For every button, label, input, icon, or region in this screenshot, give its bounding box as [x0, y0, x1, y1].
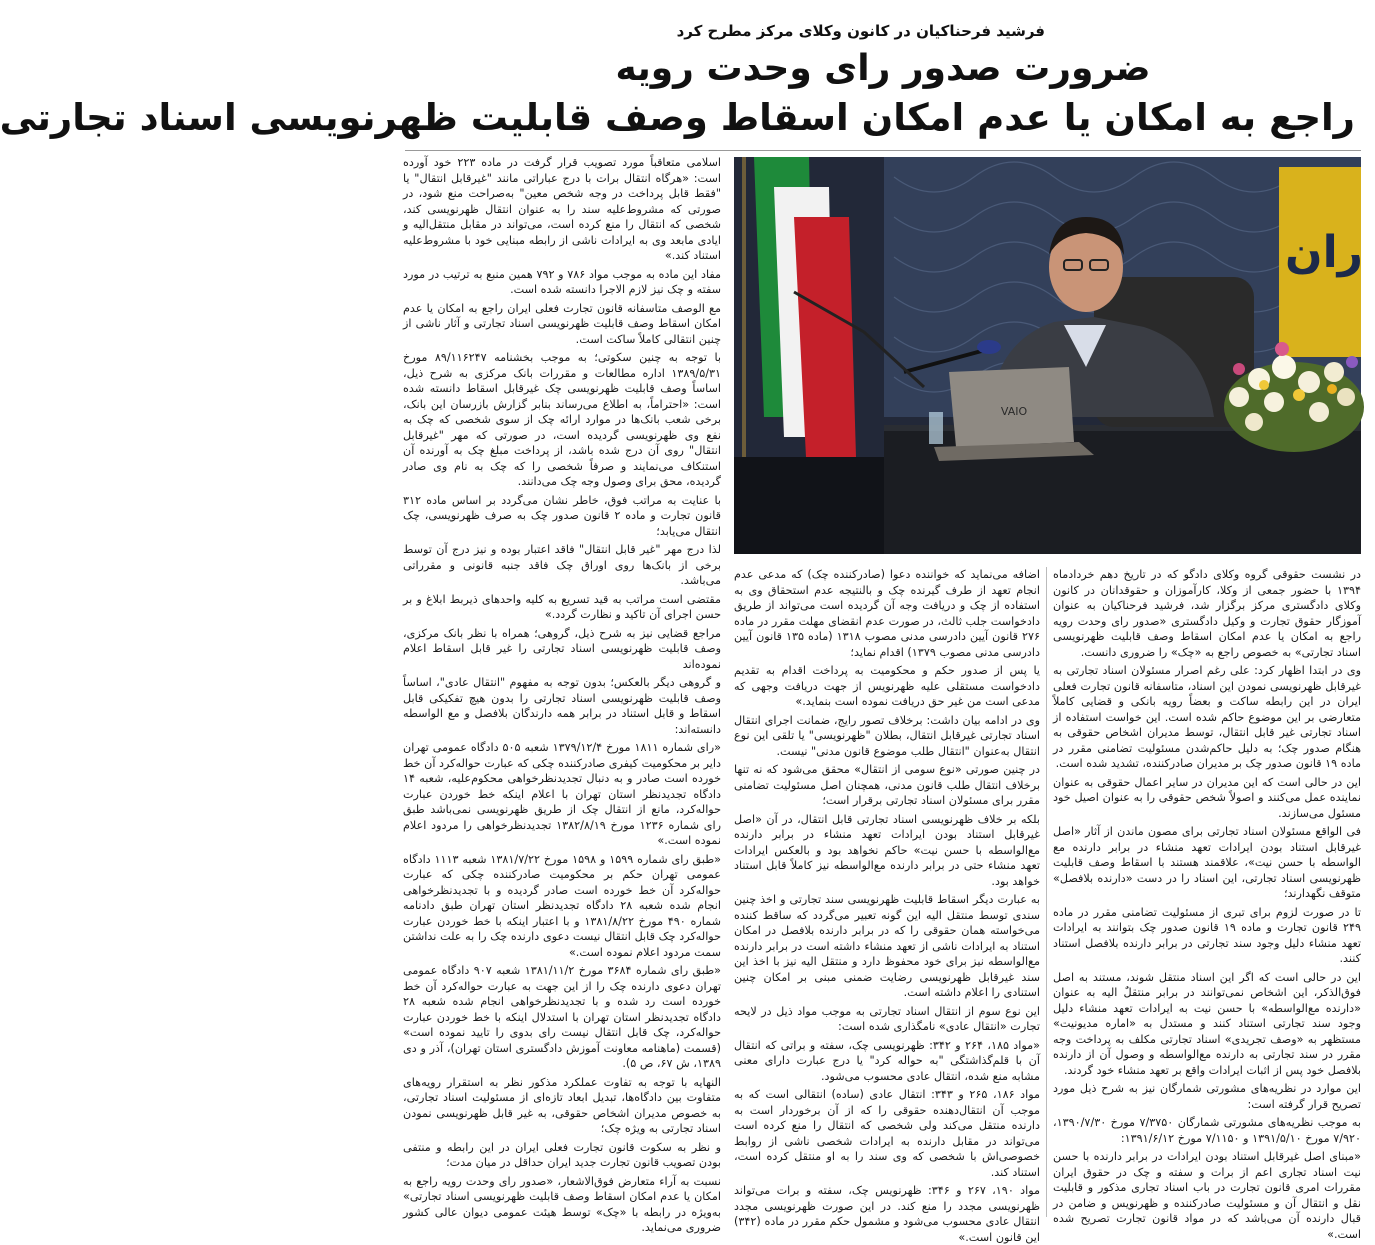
article-column-right	[1053, 567, 1361, 1241]
paragraph: «رای شماره ۱۸۱۱ مورخ ۱۳۷۹/۱۲/۴ شعبه ۵۰۵ دادگاه عمومی تهران دایر بر محکومیت کیفری صادرکننده چکی که عبارت حواله‌کرد آن خط خورده است صادر و به دنبال تجدیدنظرخواهی محکوم‌علیه، شعبه ۱۴ دادگاه تجدیدنظر استان تهران با اعلام اینکه خط خوردن عبارت حواله‌کرد، مانع از انتقال چک از طریق ظهرنویسی نمی‌باشد طبق رای شماره ۱۲۳۶ مورخ ۱۳۸۲/۸/۱۹ تجدیدنظرخواهی را مردود اعلام نموده است.»	[403, 741, 721, 847]
paragraph: فی الواقع مسئولان اسناد تجارتی برای مصون ماندن از آثار «اصل غیرقابل استناد بودن ایرادات تعهد منشاء در برابر دارنده مع الواسطه با حسن نیت»، علاقمند هستند با اسقاط وصف قابلیت ظهرنویسی اسناد تجارتی، این اسناد را در دست «دارنده بلافصل» متوقف نگهدارند؛	[1053, 825, 1361, 900]
paragraph: این نوع سوم از انتقال اسناد تجارتی به موجب مواد ذیل در لایحه تجارت «انتقال عادی» نامگذاری شده است:	[734, 1004, 1040, 1033]
paragraph: مواد ۱۸۶، ۲۶۵ و ۳۴۳: انتقال عادی (ساده) انتقالی است که به موجب آن انتقال‌دهنده حقوقی را که از آن برخوردار است به دارنده منتقل می‌کند ولی شخصی که انتقال را منع کرده است می‌تواند در مقابل دارنده به ایرادات شخصی ناشی از روابط خصوصی‌اش با شخصی که وی سند را به او منتقل کرده است، استناد کند.	[734, 1088, 1041, 1179]
paragraph: با عنایت به مراتب فوق، خاطر نشان می‌گردد بر اساس ماده ۳۱۲ قانون تجارت و ماده ۲ قانون صدور چک به صرف ظهرنویسی، چک انتقال می‌یابد؛	[403, 493, 721, 538]
paragraph: مواد ۱۹۰، ۲۶۷ و ۳۴۶: ظهرنویس چک، سفته و برات می‌تواند ظهرنویسی مجدد را منع کند. در این صورت ظهرنویسی مجدد انتقال عادی محسوب می‌شود و مشمول حکم مقرر در ماده (۳۴۲) این قانون است.»	[734, 1184, 1041, 1244]
article-column-left	[403, 155, 722, 1234]
paragraph: این در حالی است که این مدیران در سایر اعمال حقوقی به عنوان نماینده عمل می‌کنند و اصولاً شخص حقوقی را به عنوان اصیل خود مسئول می‌سازند.	[1053, 775, 1361, 820]
article-column-middle	[734, 567, 1041, 1244]
paragraph: «مبنای اصل غیرقابل استناد بودن ایرادات در برابر دارنده با حسن نیت اسناد تجاری اعم از برات و سفته و چک در حقوق ایران مقررات امری قانون تجارت در باب اسناد تجاری مذکور و قابلیت نقل و انتقال آن و مسئولیت صادرکننده و ظهرنویس و ضامن در قبال دارنده آن می‌باشد که در مواد قانون تجارت تصریح شده است.»	[1053, 1150, 1361, 1241]
paragraph: «طبق رای شماره ۱۵۹۹ و ۱۵۹۸ مورخ ۱۳۸۱/۷/۲۲ شعبه ۱۱۱۳ دادگاه عمومی تهران حکم بر محکومیت صادرکننده چکی که عبارت حواله‌کرد آن خط خورده است صادر گردیده و با تجدیدنظرخواهی انجام شده شعبه ۲۸ دادگاه تجدیدنظر استان تهران طبق دادنامه شماره ۴۹۰ مورخ ۱۳۸۱/۸/۲۲ و با اعتبار اینکه با خط خوردن عبارت حواله‌کرد چک قابل انتقال نیست دعوی دارنده چک را به علت نداشتن سمت مردود اعلام نموده است.»	[403, 852, 722, 959]
paragraph: و نظر به سکوت قانون تجارت فعلی ایران در این رابطه و منتفی بودن تصویب قانون تجارت جدید ایران حداقل در میان مدت؛	[403, 1140, 721, 1169]
paragraph: مقتضی است مراتب به قید تسریع به کلیه واحدهای ذیربط ابلاغ و بر حسن اجرای آن تاکید و نظارت گردد.»	[403, 592, 721, 621]
paragraph: وی در ابتدا اظهار کرد: علی رغم اصرار مسئولان اسناد تجارتی به غیرقابل ظهرنویسی نمودن این اسناد، متاسفانه قانون تجارت فعلی ایران در این رابطه ساکت و بعضاً رویه بانکی و قضایی کاملاً متعارضی بر این موضوع حاکم شده است. این خواست استفاده از اسناد تجارتی غیر قابل انتقال، توسط مدیران اشخاص حقوقی به هنگام صدور چک؛ به دلیل حاکم‌شدن مسئولیت تضامنی مقرر در ماده ۱۹ قانون صدور چک بر مدیران صادرکننده، تشدید شده است.	[1053, 664, 1361, 770]
banner-text: ران	[1285, 227, 1363, 278]
paragraph: اضافه می‌نماید که خواننده دعوا (صادرکننده چک) که مدعی عدم انجام تعهد از طرف گیرنده چک و بالنتیجه عدم استحقاق وی به استفاده از چک و دریافت وجه آن گردیده است می‌تواند از طریق دادخواست جلب ثالث، در صورت عدم انقضای مهلت مقرر در ماده ۲۷۶ قانون آیین دادرسی مدنی مصوب ۱۳۱۸ (ماده ۱۳۵ قانون آیین دادرسی مدنی مصوب ۱۳۷۹) اقدام نماید؛	[734, 568, 1040, 659]
paragraph: این موارد در نظریه‌های مشورتی شمارگان نیز به شرح ذیل مورد تصریح قرار گرفته است:	[1053, 1082, 1361, 1111]
paragraph: النهایه با توجه به تفاوت عملکرد مذکور نظر به استقرار رویه‌های متفاوت بین دادگاه‌ها، تبدیل ابعاد تازه‌ای از مسئولیت اسناد تجارتی، به خصوص مدیران اشخاص حقوقی، به غیر قابل ظهرنویسی نمودن اسناد تجارتی به ویژه چک؛	[403, 1075, 721, 1135]
paragraph: «طبق رای شماره ۳۶۸۴ مورخ ۱۳۸۱/۱۱/۲ شعبه ۹۰۷ دادگاه عمومی تهران دعوی دارنده چک را از این جهت به عبارت حواله‌کرد آن خط خورده است رد شده و با تجدیدنظرخواهی انجام شده شعبه ۲۸ دادگاه تجدیدنظر استان تهران با استدلال اینکه با خط خوردن عبارت حواله‌کرد، چک قابل انتقال نیست رای بدوی را تایید نموده است» (قسمت (ماهنامه معاونت آموزش دادگستری استان تهران)، آذر و دی ۱۳۸۹، ش ۶۷، ص ۵).	[403, 964, 721, 1070]
paragraph: به عبارت دیگر اسقاط قابلیت ظهرنویسی سند تجارتی و اخذ چنین سندی توسط منتقل الیه این گونه تعبیر می‌گردد که ساقط کننده می‌خواسته همان حقوقی را که در برابر دارنده بلافصل در امکان استناد به ایرادات ناشی از تعهد منشاء داشته است در برابر دارنده مع‌الواسطه نیز برای خود محفوظ دارد و منتقل الیه نیز با اخذ این سند غیرقابل ظهرنویسی رضایت ضمنی مبنی بر امکان چنین استنادی را اعلام داشته است.	[734, 893, 1040, 999]
paragraph: این در حالی است که اگر این اسناد منتقل شوند، مستند به اصل فوق‌الذکر، این اشخاص نمی‌توانند در برابر منتقلٌ الیه به عنوان «دارنده مع‌الواسطه» با حسن نیت به ایرادات تعهد منشاء دلیل وجود سند تجارتی استناد کنند و مستدل به «اماره مدیونیت» مستظهر به «وصف تجریدی» اسناد تجارتی مکلف به پرداخت وجه مقرر در سند تجارتی به دارنده مع‌الواسطه و وصول آن از دارنده بلافصل خود پس از اثبات ایرادات واقع بر تعهد منشاء خود گردند.	[1053, 970, 1361, 1077]
kicker-subtitle: فرشید فرحناکیان در کانون وکلای مرکز مطرح کرد	[676, 22, 1045, 40]
paragraph: تا در صورت لزوم برای تبری از مسئولیت تضامنی مقرر در ماده ۲۴۹ قانون تجارت و ماده ۱۹ قانون صدور چک بتوانند به ایرادات تعهد منشاء دلیل وجود سند تجارتی در برابر دارنده بلافصل استناد کنند.	[1053, 905, 1361, 965]
paragraph: مع الوصف متاسفانه قانون تجارت فعلی ایران راجع به امکان یا عدم امکان اسقاط وصف قابلیت ظهرنویسی اسناد تجارتی و آثار ناشی از چنین انتقالی کاملاً ساکت است.	[403, 301, 721, 346]
paragraph: نسبت به آراء متعارض فوق‌الاشعار، «صدور رای وحدت رویه راجع به امکان یا عدم امکان اسقاط وصف قابلیت ظهرنویسی اسناد تجارتی» به‌ویژه در رابطه با «چک» توسط هیئت عمومی دیوان عالی کشور ضروری می‌نماید.	[403, 1174, 721, 1234]
paragraph: به موجب نظریه‌های مشورتی شمارگان ۷/۳۷۵۰ مورخ ۱۳۹۰/۷/۳۰، ۷/۹۲۰ مورخ ۱۳۹۱/۵/۱۰ و ۷/۱۱۵۰ مورخ ۱۳۹۱/۶/۱۲:	[1053, 1116, 1361, 1145]
paragraph: مراجع قضایی نیز به شرح ذیل، گروهی؛ همراه با نظر بانک مرکزی، وصف قابلیت ظهرنویسی اسناد تجارتی را غیر قابل اسقاط اعلام نموده‌اند	[403, 626, 721, 671]
speaker-photo	[734, 157, 1361, 554]
paragraph: اسلامی متعاقباً مورد تصویب قرار گرفت در ماده ۲۲۳ خود آورده است: «هرگاه انتقال برات با درج عباراتی مانند "غیرقابل انتقال" یا "فقط قابل پرداخت در وجه شخص معین" به‌صراحت منع شود، در صورتی که مشروط‌علیه سند را به عنوان انتقال ظهرنویسی کند، شخصی که انتقال را منع کرده است، می‌تواند در مقابل منتقل‌الیه و ایادی مابعد وی به ایرادات ناشی از رابطه مبنایی خود با مشروط‌علیه استناد کند.»	[403, 156, 722, 262]
paragraph: در نشست حقوقی گروه وکلای دادگو که در تاریخ دهم خردادماه ۱۳۹۴ با حضور جمعی از وکلا، کارآموزان و حقوقدانان در کانون وکلای دادگستری مرکز برگزار شد، فرشید فرحناکیان به عنوان آموزگار حقوق تجارت و وکیل دادگستری «صدور رای وحدت رویه راجع به امکان یا عدم امکان اسقاط وصف قابلیت ظهرنویسی اسناد تجارتی» به خصوص راجع به «چک» را ضروری دانست.	[1053, 568, 1361, 659]
column-divider	[1046, 567, 1047, 1217]
paragraph: «مواد ۱۸۵، ۲۶۴ و ۳۴۲: ظهرنویسی چک، سفته و براتی که انتقال آن با قلم‌گذاشتگی "به حواله کرد" یا درج عبارت دارای معنی مشابه منع شده، انتقال عادی محسوب می‌شود.	[734, 1038, 1041, 1083]
paragraph: مفاد این ماده به موجب مواد ۷۸۶ و ۷۹۲ همین منبع به ترتیب در مورد سفته و چک نیز لازم الاجرا دانسته شده است.	[403, 267, 721, 296]
laptop-brand: VAIO	[1000, 405, 1028, 418]
paragraph: وی در ادامه بیان داشت: برخلاف تصور رایج، ضمانت اجرای انتقال اسناد تجارتی غیرقابل انتقال، بطلان "ظهرنویسی" یا تلقی این نوع انتقال به‌عنوان "انتقال طلب موضوع قانون مدنی" نیست.	[734, 713, 1040, 758]
paragraph: لذا درج مهر "غیر قابل انتقال" فاقد اعتبار بوده و نیز درج آن توسط برخی از بانک‌ها روی اوراق چک فاقد جنبه قانونی و مقرراتی می‌باشد.	[403, 543, 721, 587]
paragraph: در چنین صورتی «نوع سومی از انتقال» محقق می‌شود که نه تنها برخلاف انتقال طلب قانون مدنی، همچنان اصل مسئولیت تضامنی مقرر برای مسئولان اسناد تجارتی برقرار است؛	[734, 763, 1040, 807]
paragraph: با توجه به چنین سکوتی؛ به موجب بخشنامه ۸۹/۱۱۶۲۴۷ مورخ ۱۳۸۹/۵/۳۱ اداره مطالعات و مقررات بانک مرکزی به شرح ذیل، اساساً وصف قابلیت ظهرنویسی چک غیرقابل اسقاط دانسته شده است: «احتراماً، به اطلاع می‌رساند بنابر گزارش بازرسان این بانک، برخی شعب بانک‌ها در موارد ارائه چک از سوی شخصی که چک به نفع وی ظهرنویسی گردیده است، در صورتی که مهر "غیرقابل انتقال" روی آن درج شده باشد، از پرداخت مبلغ چک به آورنده آن استنکاف می‌نمایند و صرفاً شخصی را که چک به نام وی صادر گردیده، محق برای وصول وجه چک می‌دانند.	[403, 351, 722, 488]
headline-rule	[405, 150, 1361, 151]
headline-line-1: ضرورت صدور رای وحدت رویه	[615, 48, 1151, 89]
headline-line-2: راجع به امکان یا عدم امکان اسقاط وصف قابلیت ظهرنویسی اسناد تجارتی	[0, 96, 1355, 139]
headline-block	[0, 0, 1375, 150]
paragraph: بلکه بر خلاف ظهرنویسی اسناد تجارتی قابل انتقال، در آن «اصل غیرقابل استناد بودن ایرادات تعهد منشاء در برابر دارنده مع‌الواسطه با حسن نیت» حاکم نخواهد بود و بالعکس ایرادات تعهد منشاء حتی در برابر دارنده مع‌الواسطه نیز کاملاً قابل استناد خواهد بود.	[734, 812, 1040, 888]
paragraph: و گروهی دیگر بالعکس؛ بدون توجه به مفهوم "انتقال عادی"، اساساً وصف قابلیت ظهرنویسی اسناد تجارتی را بدون هیچ تفکیکی قابل اسقاط و قابل استناد در برابر همه دارندگان بلافصل و مع الواسطه دانسته‌اند:	[403, 676, 721, 736]
paragraph: یا پس از صدور حکم و محکومیت به پرداخت اقدام به تقدیم دادخواست مستقلی علیه ظهرنویس از جهت دریافت وجهی که مدعی است من غیر حق دریافت نموده است بنماید.»	[734, 664, 1040, 708]
